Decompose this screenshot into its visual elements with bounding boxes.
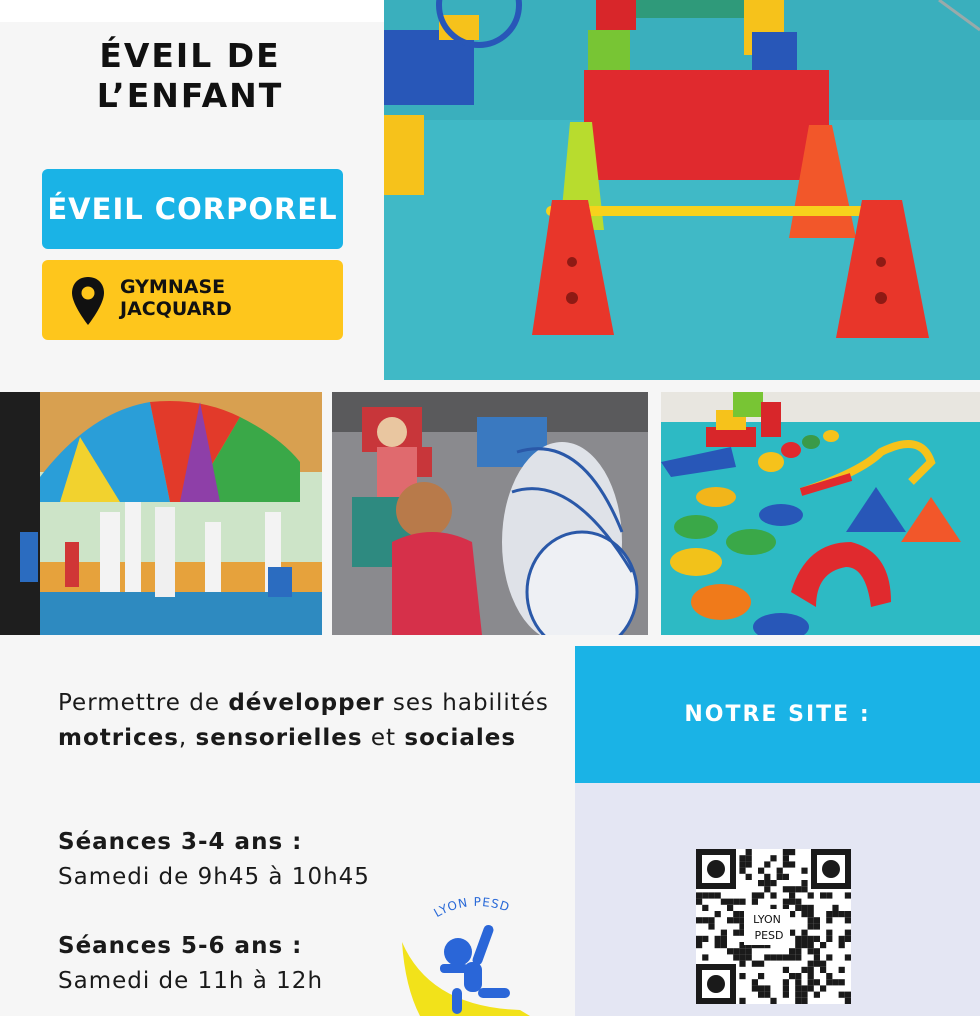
qr-module [752,899,758,905]
qr-module [696,942,702,948]
qr-module [814,917,820,923]
qr-module [770,954,776,960]
qr-module [789,886,795,892]
location-badge [42,260,343,340]
session-heading: Séances 5-6 ans : [58,933,303,959]
qr-module [777,874,783,880]
qr-module [758,985,764,991]
qr-module [789,954,795,960]
qr-module [801,911,807,917]
qr-module [770,892,776,898]
qr-module [770,998,776,1004]
qr-module [826,911,832,917]
qr-module [758,961,764,967]
qr-module [783,967,789,973]
qr-module [752,979,758,985]
qr-module [814,979,820,985]
desc-part-4: et [362,725,405,751]
qr-module [795,992,801,998]
qr-module [770,855,776,861]
qr-module [845,911,851,917]
desc-bold-1: développer [228,690,385,716]
qr-module [845,954,851,960]
qr-module [826,954,832,960]
qr-module [839,992,845,998]
qr-module [801,886,807,892]
qr-module [783,861,789,867]
qr-module [715,942,721,948]
qr-module [739,855,745,861]
qr-module [801,967,807,973]
qr-module [721,899,727,905]
qr-module [783,849,789,855]
qr-module [801,992,807,998]
qr-module [764,886,770,892]
qr-module [801,868,807,874]
qr-module [746,855,752,861]
qr-module [801,998,807,1004]
qr-module [789,849,795,855]
qr-module [733,911,739,917]
location-line-1: GYMNASE [120,276,226,298]
qr-module [702,917,708,923]
qr-module [764,880,770,886]
header-panel [0,0,384,392]
qr-module [801,880,807,886]
qr-module [721,936,727,942]
title-line-2: L’ENFANT [96,76,284,115]
qr-module [764,992,770,998]
qr-module [808,967,814,973]
qr-module [739,961,745,967]
desc-part-2: ses habilités [384,690,549,716]
qr-module [789,973,795,979]
qr-module [795,905,801,911]
qr-module [789,892,795,898]
location-line-2: JACQUARD [120,298,232,320]
qr-module [721,942,727,948]
qr-module [808,948,814,954]
qr-module [795,998,801,1004]
desc-part-3: , [178,725,196,751]
qr-module [715,936,721,942]
qr-module [758,973,764,979]
qr-module [845,992,851,998]
qr-module [733,917,739,923]
lyon-pesd-logo [400,892,540,1016]
qr-module [739,954,745,960]
qr-module [808,892,814,898]
qr-module [715,911,721,917]
qr-module [715,892,721,898]
qr-module [783,899,789,905]
qr-module [702,954,708,960]
qr-module [789,899,795,905]
qr-module [795,886,801,892]
qr-module [702,892,708,898]
qr-module [752,985,758,991]
qr-module [808,942,814,948]
qr-module [814,992,820,998]
qr-module [727,899,733,905]
qr-module [839,911,845,917]
desc-bold-3: sensorielles [195,725,363,751]
qr-module [696,917,702,923]
session-time: Samedi de 9h45 à 10h45 [58,864,370,890]
session-block-2 [58,929,323,999]
qr-module [820,967,826,973]
photo-sensory-equipment [661,392,980,635]
qr-label-1: LYON [753,913,781,926]
qr-module [808,985,814,991]
qr-module [783,979,789,985]
qr-module [764,954,770,960]
qr-module [789,861,795,867]
qr-module [702,936,708,942]
qr-module [820,985,826,991]
qr-module [826,973,832,979]
description-text [58,686,558,756]
qr-module [845,930,851,936]
map-pin-icon [70,276,106,326]
qr-module [746,861,752,867]
qr-module [733,948,739,954]
qr-module [733,930,739,936]
qr-module [783,992,789,998]
qr-module [808,961,814,967]
qr-module [801,942,807,948]
qr-module [808,917,814,923]
qr-module [739,998,745,1004]
qr-module [801,985,807,991]
qr-module [814,923,820,929]
qr-module [808,905,814,911]
qr-module [808,911,814,917]
qr-module [795,985,801,991]
qr-module [826,936,832,942]
qr-module [758,868,764,874]
qr-module [795,973,801,979]
qr-module [826,979,832,985]
qr-module [746,954,752,960]
qr-module [708,923,714,929]
qr-module [845,936,851,942]
qr-module [801,930,807,936]
page-title [0,36,380,116]
qr-code-icon[interactable] [696,849,851,1004]
session-heading: Séances 3-4 ans : [58,829,303,855]
qr-module [814,936,820,942]
qr-module [739,973,745,979]
qr-module [770,880,776,886]
qr-module [820,961,826,967]
qr-panel [575,783,980,1016]
desc-part-1: Permettre de [58,690,229,716]
qr-module [708,892,714,898]
qr-module [826,917,832,923]
qr-module [727,948,733,954]
title-line-1: ÉVEIL DE [99,36,281,75]
qr-module [739,861,745,867]
site-heading: NOTRE SITE : [575,646,980,783]
qr-module [696,936,702,942]
qr-module [832,979,838,985]
qr-module [814,961,820,967]
qr-module [708,917,714,923]
qr-module [764,874,770,880]
qr-module [739,899,745,905]
qr-module [808,923,814,929]
photo-parachute-game [0,392,322,635]
qr-module [814,954,820,960]
qr-module [801,905,807,911]
location-text [120,276,232,320]
qr-module [839,936,845,942]
activity-badge: ÉVEIL CORPOREL [42,169,343,249]
session-time: Samedi de 11h à 12h [58,968,324,994]
qr-module [783,886,789,892]
qr-module [764,985,770,991]
qr-module [832,911,838,917]
qr-module [739,948,745,954]
qr-module [808,936,814,942]
session-block-1 [58,825,370,895]
qr-module [733,899,739,905]
qr-module [845,998,851,1004]
qr-module [783,855,789,861]
qr-module [727,905,733,911]
qr-module [727,917,733,923]
qr-module [777,954,783,960]
qr-module [839,979,845,985]
qr-module [746,849,752,855]
qr-module [808,979,814,985]
qr-module [702,905,708,911]
qr-module [783,985,789,991]
qr-module [795,936,801,942]
qr-module [820,892,826,898]
qr-module [764,861,770,867]
qr-module [795,942,801,948]
qr-module [721,930,727,936]
qr-module [752,961,758,967]
qr-module [795,948,801,954]
qr-module [783,954,789,960]
qr-module [826,930,832,936]
qr-module [820,942,826,948]
desc-bold-2: motrices [58,725,179,751]
qr-module [733,954,739,960]
qr-module [845,892,851,898]
qr-module [739,868,745,874]
qr-module [795,954,801,960]
qr-module [801,936,807,942]
qr-module [795,979,801,985]
qr-module [758,992,764,998]
qr-module [752,892,758,898]
qr-label-2: PESD [754,929,784,942]
qr-module [814,948,820,954]
top-strip [0,0,384,22]
photo-obstacle-course [384,0,980,380]
qr-module [758,880,764,886]
qr-module [808,973,814,979]
qr-module [839,967,845,973]
qr-module [777,868,783,874]
qr-module [795,899,801,905]
photo-tunnel-play [332,392,648,635]
svg-text:LYON PESD: LYON PESD [431,894,512,921]
qr-module [845,917,851,923]
qr-module [696,899,702,905]
desc-bold-4: sociales [404,725,517,751]
qr-module [839,942,845,948]
qr-module [758,892,764,898]
qr-module [746,948,752,954]
qr-module [826,892,832,898]
qr-module [789,948,795,954]
qr-module [783,874,789,880]
qr-module [832,905,838,911]
qr-module [696,892,702,898]
qr-module [746,874,752,880]
